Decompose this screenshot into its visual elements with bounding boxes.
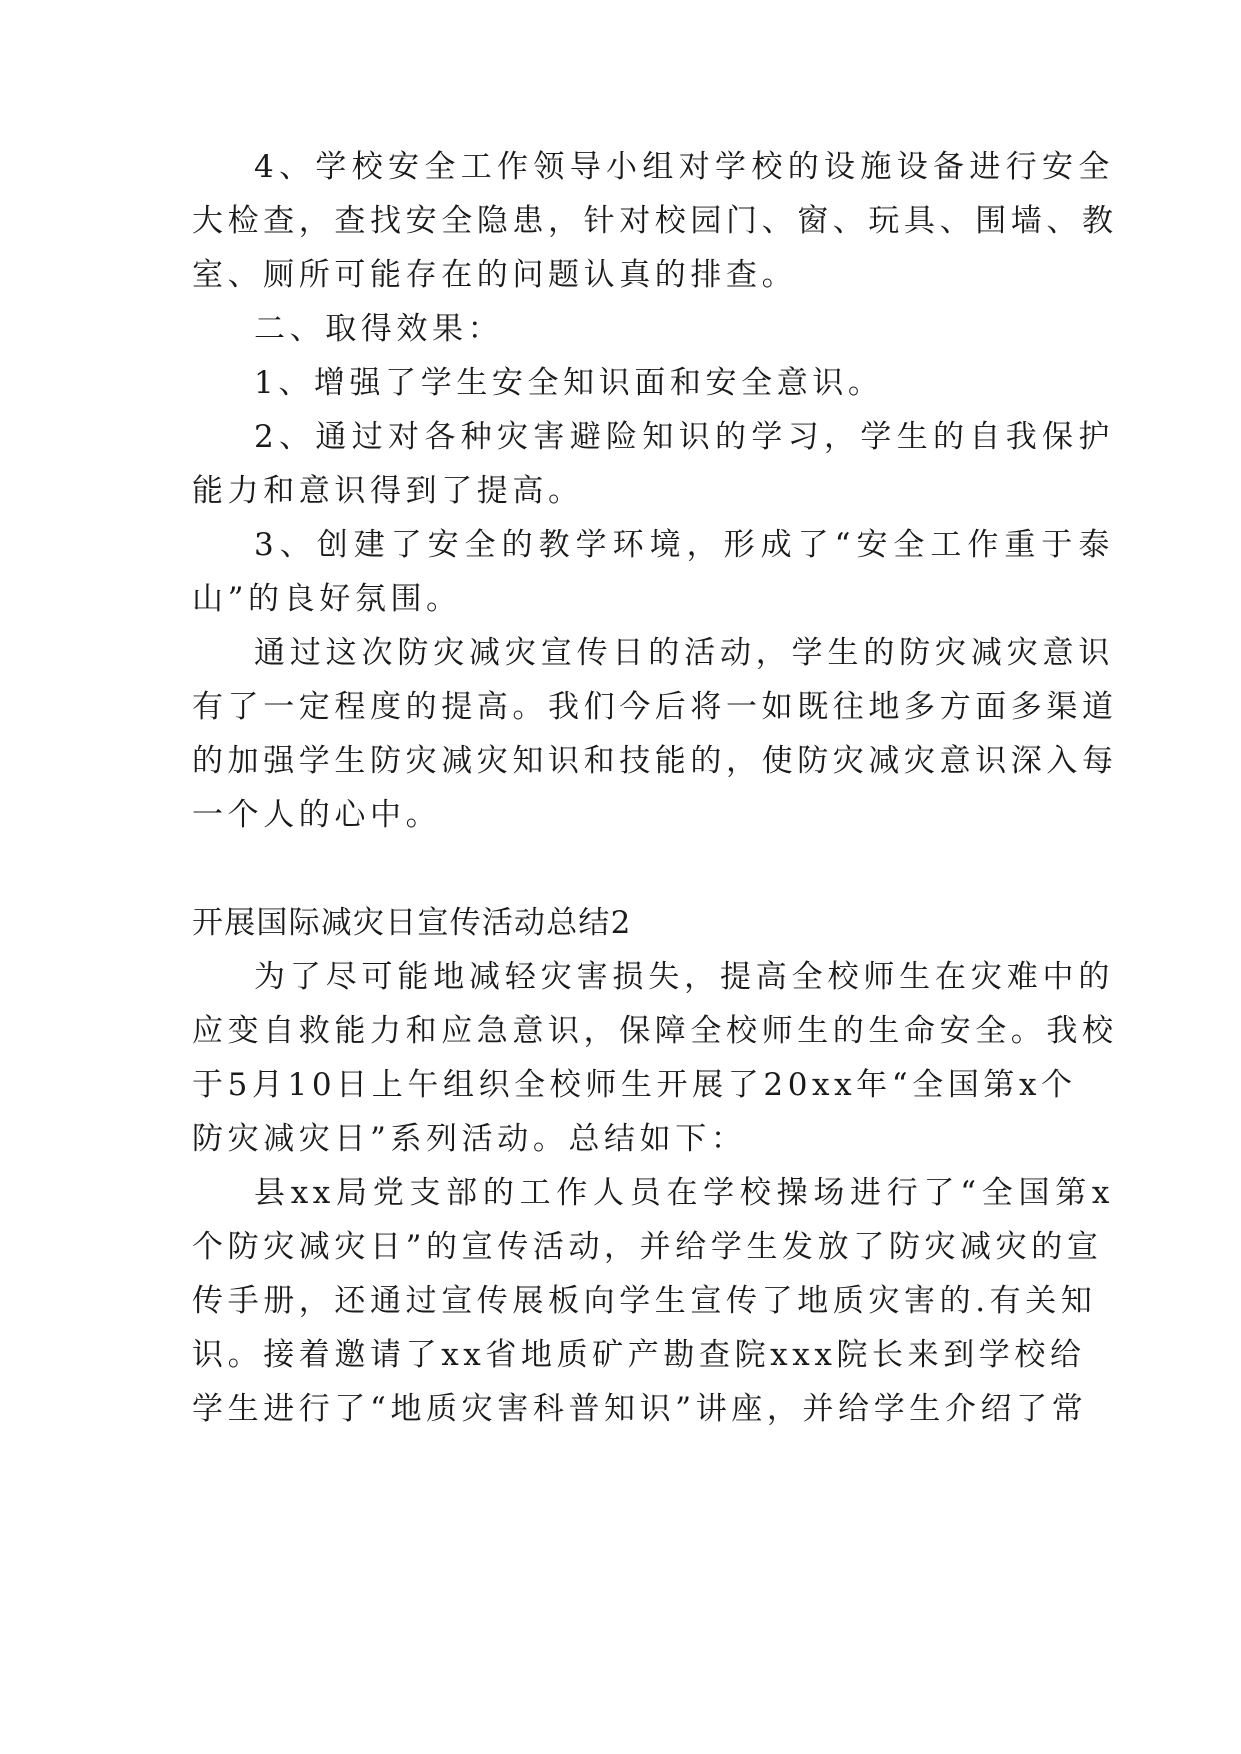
paragraph-line: 山”的良好氛围。	[192, 581, 462, 617]
paragraph-line: 为了尽可能地减轻灾害损失，提高全校师生在灾难中的	[254, 959, 1114, 995]
paragraph-line: 于5月10日上午组织全校师生开展了20xx年“全国第x个	[192, 1067, 1077, 1103]
paragraph-line: 防灾减灾日”系列活动。总结如下：	[192, 1121, 747, 1157]
paragraph-line: 1、增强了学生安全知识面和安全意识。	[254, 365, 884, 401]
paragraph-line: 一个人的心中。	[192, 797, 442, 833]
paragraph-line: 2、通过对各种灾害避险知识的学习，学生的自我保护	[254, 419, 1114, 455]
paragraph-line: 4、学校安全工作领导小组对学校的设施设备进行安全	[254, 149, 1114, 185]
paragraph-line: 3、创建了安全的教学环境，形成了“安全工作重于泰	[254, 527, 1114, 563]
paragraph-line: 大检查，查找安全隐患，针对校园门、窗、玩具、围墙、教	[192, 203, 1118, 239]
paragraph-line: 能力和意识得到了提高。	[192, 473, 584, 509]
paragraph-line: 应变自救能力和应急意识，保障全校师生的生命安全。我校	[192, 1013, 1118, 1049]
paragraph-line: 学生进行了“地质灾害科普知识”讲座，并给学生介绍了常	[192, 1391, 1088, 1427]
article-title: 开展国际减灾日宣传活动总结2	[192, 905, 632, 941]
section-heading: 二、取得效果：	[254, 311, 504, 347]
paragraph-line: 有了一定程度的提高。我们今后将一如既往地多方面多渠道	[192, 689, 1118, 725]
paragraph-line: 通过这次防灾减灾宣传日的活动，学生的防灾减灾意识	[254, 635, 1114, 671]
paragraph-line: 个防灾减灾日”的宣传活动，并给学生发放了防灾减灾的宣	[192, 1229, 1103, 1265]
paragraph-line: 的加强学生防灾减灾知识和技能的，使防灾减灾意识深入每	[192, 743, 1118, 779]
paragraph-line: 传手册，还通过宣传展板向学生宣传了地质灾害的.有关知	[192, 1283, 1097, 1319]
paragraph-line: 识。接着邀请了xx省地质矿产勘查院xxx院长来到学校给	[192, 1337, 1086, 1373]
paragraph-line: 县xx局党支部的工作人员在学校操场进行了“全国第x	[254, 1175, 1114, 1211]
paragraph-line: 室、厕所可能存在的问题认真的排查。	[192, 257, 798, 293]
